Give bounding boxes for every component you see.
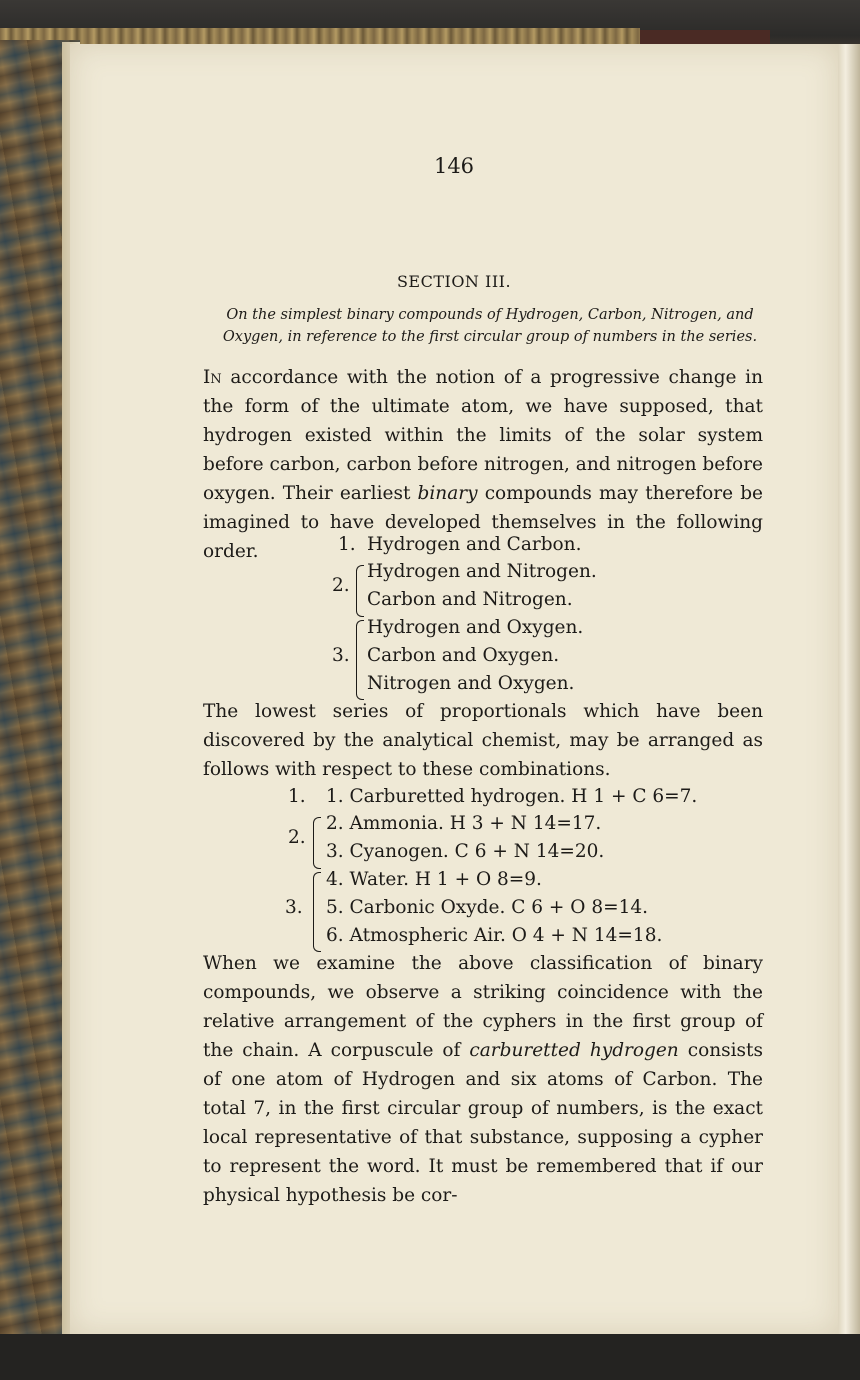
list-number: 1. [288, 786, 306, 807]
page-number: 146 [433, 154, 475, 178]
list-item: 1. Carburetted hydrogen. H 1 + C 6=7. [326, 786, 698, 807]
list-item: Hydrogen and Nitrogen. [367, 561, 597, 582]
paragraph-lead-word: In [203, 367, 222, 388]
list-number: 2. [332, 575, 350, 596]
list-item: 3. Cyanogen. C 6 + N 14=20. [326, 841, 605, 862]
list-item: Carbon and Nitrogen. [367, 589, 573, 610]
italic-carburetted-hydrogen: carburetted hydrogen [469, 1040, 679, 1061]
paragraph-proportionals: The lowest series of proportionals which have been discovered by the analytical chemist, may be arranged as follows with respect to these combinations. [203, 701, 763, 780]
list-item: Hydrogen and Oxygen. [367, 617, 584, 638]
brace-symbol [356, 565, 364, 617]
brace-symbol [356, 620, 364, 700]
book-page [70, 44, 838, 1334]
list-item: 4. Water. H 1 + O 8=9. [326, 869, 542, 890]
italic-binary: binary [417, 483, 478, 504]
list-item: Nitrogen and Oxygen. [367, 673, 575, 694]
paragraph-intro: In accordance with the notion of a progressive change in the form of the ultimate atom, we have supposed, that hydrogen existed within the limits of the solar system before carbon, carbon before nitrogen, and nitrogen before oxygen. Their earliest binary compounds may therefore be imagined to have developed themselves in the following order. [203, 367, 763, 562]
brace-symbol [313, 872, 321, 952]
list-item: 2. Ammonia. H 3 + N 14=17. [326, 813, 602, 834]
list-number: 1. [338, 534, 356, 555]
list-item: 5. Carbonic Oxyde. C 6 + O 8=14. [326, 897, 649, 918]
page-stack-edge [836, 44, 860, 1344]
brace-symbol [313, 817, 321, 869]
section-subtitle: On the simplest binary compounds of Hydrogen, Carbon, Nitrogen, and Oxygen, in reference to the first circular group of numbers in the series. [222, 307, 758, 345]
list-item: 6. Atmospheric Air. O 4 + N 14=18. [326, 925, 663, 946]
list-number: 2. [288, 827, 306, 848]
list-item: Hydrogen and Carbon. [367, 534, 582, 555]
paragraph-coincidence: When we examine the above classification of binary compounds, we observe a striking coincidence with the relative arrangement of the cyphers in the first group of the chain. A corpuscule of carburetted hydrogen consists of one atom of Hydrogen and six atoms of Carbon. The total 7, in the first circular group of numbers, is the exact local representative of that substance, supposing a cypher to represent the word. It must be remembered that if our physical hypothesis be cor- [203, 953, 763, 1206]
list-number: 3. [332, 645, 350, 666]
list-number: 3. [285, 897, 303, 918]
list-item: Carbon and Oxygen. [367, 645, 560, 666]
book-bottom-edge [0, 1334, 860, 1380]
section-title: SECTION III. [396, 272, 512, 291]
